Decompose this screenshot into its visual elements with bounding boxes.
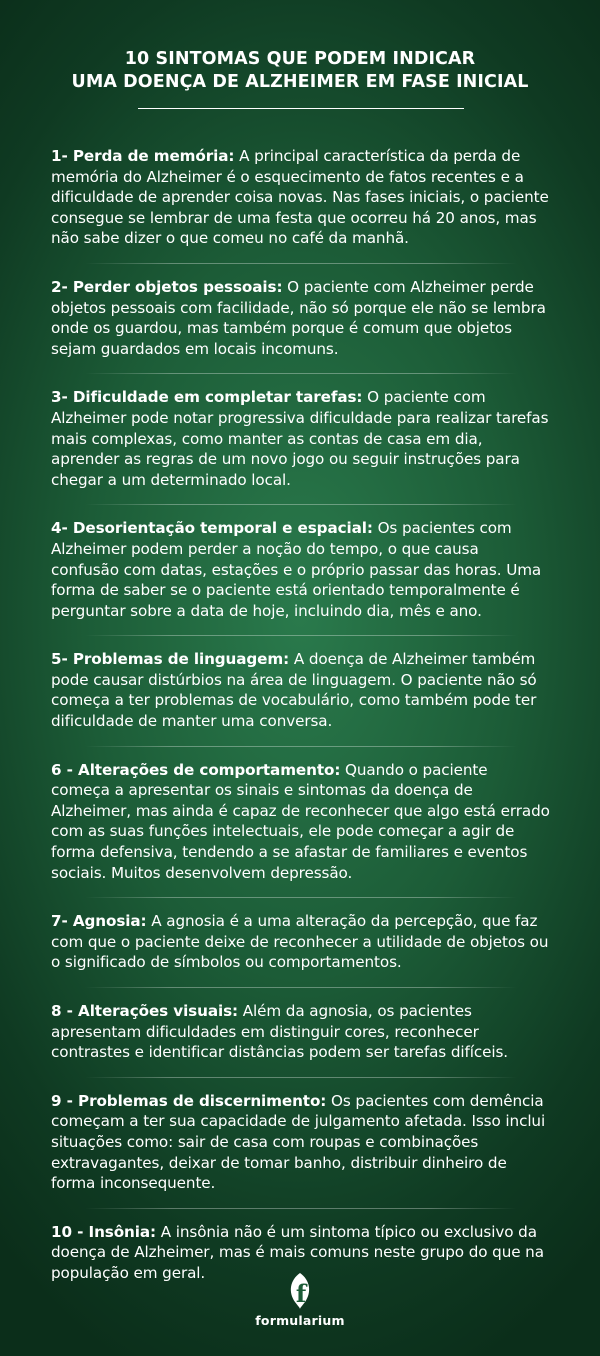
leaf-f-icon: [287, 1272, 313, 1310]
symptom-heading: 10 - Insônia:: [51, 1222, 156, 1241]
symptom-text: Os pacientes com demência começam a ter sua capacidade de julgamento afetada. Isso inclui situações como: sair de casa com roupas e combinações extravagantes, deixar de tomar banho, distribuir dinheiro de forma inconsequente.: [51, 1091, 546, 1193]
page-title: [0, 48, 600, 94]
divider: [85, 746, 517, 747]
symptom-heading: 9 - Problemas de discernimento:: [51, 1091, 327, 1110]
logo-text: formularium: [255, 1313, 345, 1328]
symptom-item-6: [51, 760, 551, 884]
symptom-heading: 1- Perda de memória:: [51, 147, 235, 165]
symptom-item-5: [51, 649, 551, 731]
title-line-1: 10 SINTOMAS QUE PODEM INDICAR: [124, 49, 476, 69]
symptom-heading: 2- Perder objetos pessoais:: [51, 277, 283, 296]
symptom-heading: 8 - Alterações visuais:: [51, 1002, 238, 1020]
symptom-item-8: [51, 1001, 551, 1063]
symptom-heading: 7- Agnosia:: [51, 912, 147, 931]
symptom-text: A principal característica da perda de memória do Alzheimer é o esquecimento de fatos recentes e a dificuldade de aprender coisa novas. Nas fases iniciais, o paciente consegue se lembrar de uma festa que ocorreu há 20 anos, mas não sabe dizer o que comeu no café da manhã.: [51, 147, 549, 248]
symptom-text: Além da agnosia, os pacientes apresentam dificuldades em distinguir cores, reconhecer contrastes e identificar distâncias podem ser tarefas difíceis.: [51, 1002, 509, 1062]
symptom-item-4: [51, 518, 551, 621]
logo-letter: f: [295, 1279, 307, 1308]
symptom-text: A agnosia é a uma alteração da percepção, que faz com que o paciente deixe de reconhecer a utilidade de objetos ou o significado de símbolos ou comportamentos.: [51, 912, 549, 972]
symptom-item-2: [51, 277, 551, 359]
divider: [85, 504, 517, 505]
symptom-text: O paciente com Alzheimer perde objetos pessoais com facilidade, não só porque ele não se lembra onde os guardou, mas também porque é comum que objetos sejam guardados em locais incomuns.: [51, 277, 546, 358]
title-divider: [138, 108, 464, 109]
symptom-text: A insônia não é um sintoma típico ou exclusivo da doença de Alzheimer, mas é mais comuns neste grupo do que na população em geral.: [51, 1222, 544, 1282]
symptom-item-3: [51, 387, 551, 490]
symptom-heading: 5- Problemas de linguagem:: [51, 650, 290, 669]
symptom-text: Os pacientes com Alzheimer podem perder a noção do tempo, o que causa confusão com datas, estações e o próprio passar das horas. Uma forma de saber se o paciente está orientado temporalmente é perguntar sobre a data de hoje, incluindo dia, mês e ano.: [51, 519, 542, 620]
symptom-heading: 6 - Alterações de comportamento:: [51, 760, 341, 779]
divider: [85, 635, 517, 636]
symptom-heading: 4- Desorientação temporal e espacial:: [51, 519, 373, 538]
symptom-list: [51, 146, 551, 1284]
divider: [85, 263, 517, 264]
divider: [85, 1077, 517, 1078]
symptom-heading: 3- Dificuldade em completar tarefas:: [51, 388, 363, 407]
symptom-item-1: [51, 146, 551, 249]
formularium-logo: [0, 1272, 600, 1328]
divider: [85, 897, 517, 898]
divider: [85, 1208, 517, 1209]
divider: [85, 987, 517, 988]
title-line-2: UMA DOENÇA DE ALZHEIMER EM FASE INICIAL: [71, 72, 529, 92]
symptom-text: A doença de Alzheimer também pode causar distúrbios na área de linguagem. O paciente não só começa a ter problemas de vocabulário, como também pode ter dificuldade de manter uma conversa.: [51, 650, 537, 731]
divider: [85, 373, 517, 374]
symptom-item-9: [51, 1091, 551, 1194]
symptom-text: O paciente com Alzheimer pode notar progressiva dificuldade para realizar tarefas mais complexas, como manter as contas de casa em dia, aprender as regras de um novo jogo ou seguir instruções para chegar a um determinado local.: [51, 388, 549, 489]
symptom-text: Quando o paciente começa a apresentar os sinais e sintomas da doença de Alzheimer, mas ainda é capaz de reconhecer que algo está errado com as suas funções intelectuais, ele pode começar a agir de forma defensiva, tendendo a se afastar de familiares e eventos sociais. Muitos desenvolvem depressão.: [51, 760, 550, 882]
symptom-item-7: [51, 911, 551, 973]
